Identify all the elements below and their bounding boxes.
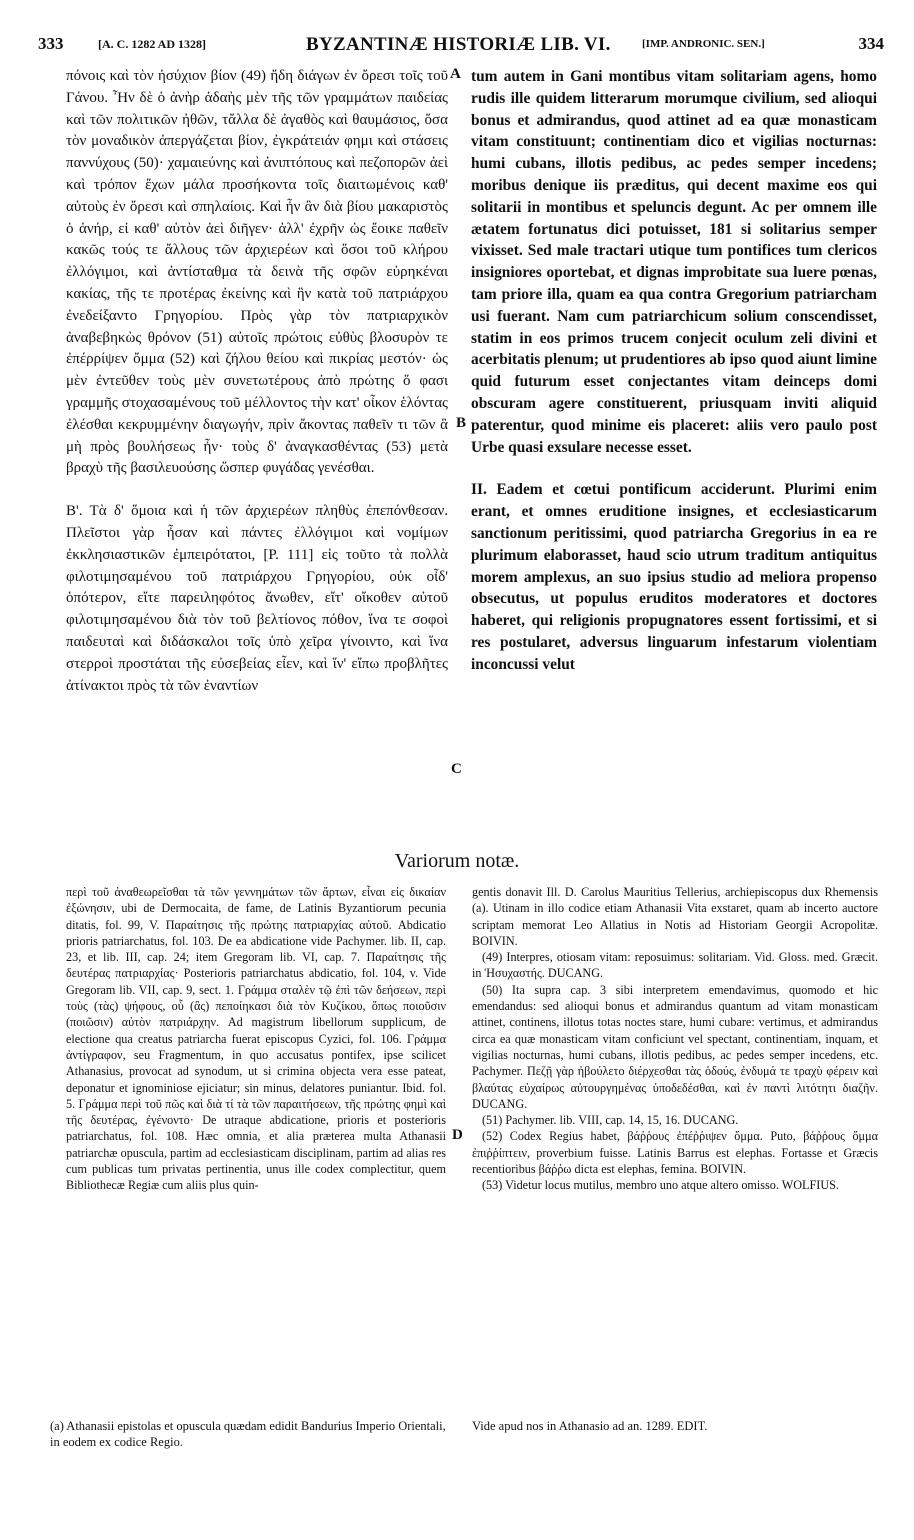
margin-marker-a: A — [450, 66, 461, 82]
page-number-right: 334 — [858, 34, 884, 53]
variorum-notes-heading: Variorum notæ. — [394, 850, 520, 872]
chronology-bracket: [A. C. 1282 AD 1328] — [98, 37, 206, 51]
latin-paragraph-1: tum autem in Gani montibus vitam solitariam agens, homo rudis ille quidem litterarum morumque civilium, sed alioqui bonus et admirandus, quod attinet ad ea quæ monasticam vitam constituunt; continentiam dico et vigilias nocturnas: humi cubans, illotis pedibus, ac pedes semper incedens; moribus denique iis præditus, qui decent maxime eos qui solitarii in montibus et speluncis degunt. Ac per omnem ille ætatem fortunatus dici potuisset, 181 si solitarius semper vixisset. Sed male tractari utique tum pontifices tum clericos insigniores oportebat, et dignas improbitate sua luere pœnas, tam priore illa, quam ea qua contra Gregorium patriarcham usi fuerant. Nam cum patriarchicum solium conscendisset, statim in eos primos trucem conjecit oculum zeli divini et acerbitatis plenum; ut prudentiores ab ipso quod aiunt limine quid futurum esset conjectantes vitam deinceps domi obscuram agere constituerent, priusquam inviti aliquid paterentur, quod minime eis placeret: aliis vero paulo post Urbe quasi exsulare necesse esset. — [471, 68, 877, 456]
note-51: (51) Pachymer. lib. VIII, cap. 14, 15, 16. DUCANG. — [482, 1113, 739, 1128]
greek-text-column — [66, 66, 448, 697]
greek-paragraph-2: Β'. Τὰ δ' ὅμοια καὶ ἡ τῶν ἀρχιερέων πληθὺς ἐπεπόνθεσαν. Πλεῖστοι γὰρ ἦσαν καὶ πάντες ἐλλόγιμοι καὶ νομίμων ἐκκλησιαστικῶν ἐμπειρότατοι, [P. 111] εἰς τοῦτο τὰ πολλὰ φιλοτιμησαμένου τοῦ πατριάρχου Γρηγορίου, οὐκ οἶδ' ὁπότερον, εἴτε παρειληφότος ἄνωθεν, εἴτ' οἴκοθεν αὐτοῦ φιλοτιμησαμένου διὰ τὸν τοῦ βελτίονος πόθον, ἵνα τε σοφοὶ παιδευταὶ καὶ διδάσκαλοι τοῖς ὑπὸ χεῖρα γίνοιντο, καὶ ἵνα στερροὶ προστάται τῆς εὐσεβείας εἶεν, καὶ ἵν' εἴπω προβλῆτες ἀτίνακτοι πρὸς τὰ τῶν ἐναντίων — [66, 503, 448, 694]
note-53: (53) Videtur locus mutilus, membro uno atque altero omisso. WOLFIUS. — [482, 1178, 839, 1193]
latin-text-column — [471, 66, 877, 676]
note-52: (52) Codex Regius habet, βάῤῥους ἐπέῤῥιψεν ὄμμα. Puto, βάῤῥους ὄμμα ἐπιῤῥίπτειν, proverbium fuisse. Latinis Barrus est elephas. Fortasse et Græcis recentioribus βάῤῥω dicta est elephas, femina. BOIVIN. — [472, 1129, 878, 1177]
notes-left-column — [66, 884, 446, 1194]
footnote-right — [472, 1418, 878, 1434]
note-continuation: gentis donavit Ill. D. Carolus Mauritius Tellerius, archiepiscopus dux Rhemensis (a). Utinam in illo codice etiam Athanasii Vita exstaret, quam ab incerto auctore scriptam memorat Leo Allatius in Notis ad Historiam Georgii Acropolitæ. BOIVIN. — [472, 885, 878, 948]
latin-paragraph-2: II. Eadem et cœtui pontificum acciderunt. Plurimi enim erant, et omnes eruditione insignes, et ecclesiasticarum sanctionum peritissimi, quod patriarcha Gregorius in ea re plurimum elaborasset, haud scio utrum traditum antiquitus morem amplexus, an suo ipsius studio ad meliora propenso obsecutus, ut populus eruditos moderatores et doctores haberet, qui religionis propugnatores essent fortissimi, et si res postularet, adversus linguarum infestarum violentiam inconcussi velut — [471, 481, 877, 673]
footnote-editor: Vide apud nos in Athanasio ad an. 1289. EDIT. — [472, 1419, 708, 1433]
page-number-left: 333 — [38, 34, 64, 53]
greek-paragraph-1: πόνοις καὶ τὸν ἡσύχιον βίον (49) ἤδη διάγων ἐν ὄρεσι τοῖς τοῦ Γάνου. Ἦν δὲ ὁ ἀνὴρ ἀδαὴς μὲν τῆς τῶν γραμμάτων παιδείας καὶ τῶν πολιτικῶν ἠθῶν, τἄλλα δὲ ἀγαθὸς καὶ θαυμάσιος, ὅσα τὸν μοναδικὸν ἀπεργάζεται βίον, ἐγκράτειάν φημι καὶ στάσεις παννύχους (50)· χαμαιεύνης καὶ ἀνιπτόπους καὶ πεζοπορῶν ἀεὶ καὶ τρόπον ἔχων μάλα προσήκοντα τοῖς διαιτωμένοις καθ' αὑτοὺς ἐν ὄρεσι καὶ σπηλαίοις. Καὶ ἦν ἂν διὰ βίου μακαριστὸς ὁ ἀνήρ, εἰ καθ' αὑτὸν ἀεὶ διῆγεν· ἀλλ' ἐχρῆν ὡς ἔοικε παθεῖν κακῶς τούς τε ἄλλους τῶν ἀρχιερέων καὶ ὅσοι τοῦ κλήρου ἐλλόγιμοι, καὶ ἀντίσταθμα τὰ δεινὰ τῆς σφῶν εὑρηκέναι κακίας, τῆς τε προτέρας ἐκείνης καὶ ἣν κατὰ τοῦ πατριάρχου ἐνεδείξαντο Γρηγορίου. Πρὸς γὰρ τὸν πατριαρχικὸν ἀναβεβηκὼς θρόνον (51) αὐτοῖς πρώτοις εὐθὺς βλοσυρὸν τε ἐπέρρίψεν ὄμμα (52) καὶ ζήλου θείου καὶ πικρίας μεστόν· ὡς μὲν ἐντεῦθεν τοὺς μὲν συνετωτέρους ἀπὸ πρώτης ὅ φασι γραμμῆς στοχασαμένους τοῦ μέλλοντος τὴν κατ' οἶκον ἑλόντας ἐλέσθαι κεκρυμμένην διαγωγήν, πρὶν ἄκοντας παθεῖν τι τῶν ἃ μὴ πρὸς βουλήσεως ἦν· τοὺς δ' ἀναγκασθέντας (53) μετὰ βραχὺ τῆς βασιλευούσης ὥσπερ φυγάδας γενέσθαι. — [66, 68, 448, 477]
note-50: (50) Ita supra cap. 3 sibi interpretem emendavimus, quomodo et hic emendandus: sed alioqui bonus et admirandus quantum ad vitam monasticam attinet, continens, illotus totas noctes stare, humi cubare: vertimus, et admirandus circa ea quæ monasticam vitam conficiunt vel spectant, continentiam, inquam, et vigilias nocturnas, humi cubans, illotis pedibus, ac pedes semper incedens, etc. Pachymer. Πεζῇ γὰρ ἠβούλετο διέρχεσθαι τὰς ὁδούς, ἐνδυμά τε τραχὺ φέρειν καὶ βλαύτας εὐχαίρως αὐτουργημένας ὑποδεδέσθαι, καὶ ἐν παντὶ λιτότητι διαζῆν. DUCANG. — [472, 982, 878, 1111]
notes-right-column — [472, 884, 878, 1194]
book-title: BYZANTINÆ HISTORIÆ LIB. VI. — [306, 34, 611, 55]
footnote-left — [50, 1418, 450, 1450]
note-49: (49) Interpres, otiosam vitam: reposuimus: solitariam. Vid. Gloss. med. Græcit. in Ἡσυχαστής. DUCANG. — [472, 950, 878, 981]
margin-marker-b: B — [456, 415, 467, 431]
emperor-bracket: [IMP. ANDRONIC. SEN.] — [642, 38, 765, 50]
margin-marker-c: C — [451, 761, 462, 777]
margin-marker-d: D — [452, 1127, 463, 1143]
running-header — [38, 34, 884, 58]
footnote-a: (a) Athanasii epistolas et opuscula quædam edidit Bandurius Imperio Orientali, in eodem ex codice Regio. — [50, 1419, 446, 1449]
note-left-text: περὶ τοῦ ἀναθεωρεῖσθαι τὰ τῶν γεννημάτων τῶν ἄρτων, εἶναι εἰς δικαίαν ἐξώνησιν, ubi de Dermocaita, de fame, de Latinis Byzantiorum pecunia ditatis, fol. 99, V. Παραίτησις τῆς πρώτης πατριαρχίας αὐτοῦ. Abdicatio prioris patriarchatus, fol. 103. De ea abdicatione vide Pachymer. lib. II, cap. 23, et lib. III, cap. 24; item Gregoram lib. VI, cap. 7. Παραίτησις τῆς δευτέρας πατριαρχίας· Posterioris patriarchatus abdicatio, fol. 104, v. Vide Gregoram lib. VII, cap. 9, sect. 1. Γράμμα σταλὲν τῷ ἐπὶ τῶν δεήσεων, περὶ τοὺς (τὰς) ψήφους, οὗ (ἃς) πεποίηκασι διὰ τὸν Κυζίκου, ὅπως ποιοῦσιν (ποιῶσιν) αὐτὸν πατριάρχην. Ad magistrum libellorum supplicum, de electione qua creatus patriarcha fuerat episcopus Cyzici, fol. 106. Γράμμα ἀντίγραφον, seu Fragmentum, in quo accusatus pontifex, ipse scilicet Athanasius, provocat ad synodum, ut si crimina objecta vera esse pateat, deponatur et ignominiose ejiciatur; sin minus, delatores puniantur. Ibid. fol. 5. Γράμμα περὶ τοῦ πῶς καὶ διὰ τί τὰ τῶν παραιτήσεων, τῆς πρώτης φημὶ καὶ τῆς δευτέρας, ἐγένοντο· De utraque abdicatione, prioris et posterioris patriarchatus, fol. 108. Hæc omnia, et alia præterea multa Athanasii patriarchæ opuscula, partim ad ecclesiasticam disciplinam, partim ad alias res cum publicas tum privatas pertinentia, unus ille codex complectitur, quem Bibliothecæ Regiæ cum aliis plus quin- — [66, 885, 446, 1193]
